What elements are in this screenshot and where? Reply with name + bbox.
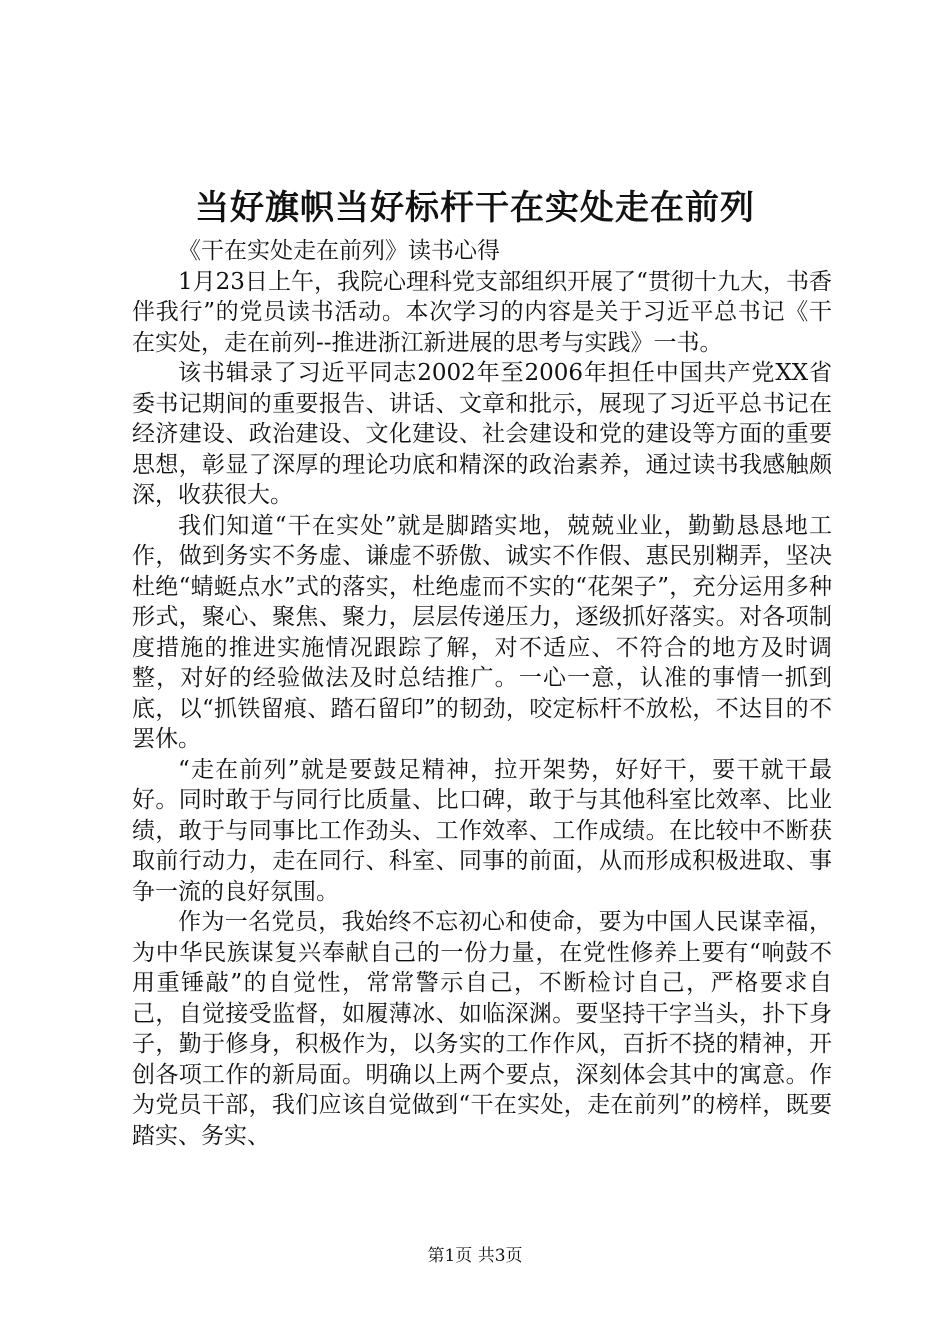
subtitle-paragraph: 《干在实处走在前列》读书心得 bbox=[178, 238, 500, 264]
body-paragraph: 我们知道“干在实处”就是脚踏实地，兢兢业业，勤勤恳恳地工作，做到务实不务虚、谦虚不骄傲、诚实不作假、惠民别糊弄，坚决杜绝“蜻蜓点水”式的落实，杜绝虚而不实的“花架子”，充分运用多种形式，聚心、聚焦、聚力，层层传递压力，逐级抓好落实。对各项制度措施的推进实施情况跟踪了解，对不适应、不符合的地方及时调整，对好的经验做法及时总结推广。一心一意，认准的事情一抓到底，以“抓铁留痕、踏石留印”的韧劲，咬定标杆不放松，不达目的不罢休。 bbox=[132, 512, 832, 752]
document-title: 当好旗帜当好标杆干在实处走在前列 bbox=[195, 188, 755, 228]
page-footer: 第1页 共3页 bbox=[427, 1246, 523, 1266]
document-body bbox=[132, 236, 832, 1151]
body-paragraph: 该书辑录了习近平同志2002年至2006年担任中国共产党XX省委书记期间的重要报告、讲话、文章和批示，展现了习近平总书记在经济建设、政治建设、文化建设、社会建设和党的建设等方面的重要思想，彰显了深厚的理论功底和精深的政治素养，通过读书我感触颇深，收获很大。 bbox=[132, 360, 832, 508]
body-paragraph: “走在前列”就是要鼓足精神，拉开架势，好好干，要干就干最好。同时敢于与同行比质量、比口碑，敢于与其他科室比效率、比业绩，敢于与同事比工作劲头、工作效率、工作成绩。在比较中不断获取前行动力，走在同行、科室、同事的前面，从而形成积极进取、事争一流的良好氛围。 bbox=[132, 756, 832, 905]
body-paragraph: 作为一名党员，我始终不忘初心和使命，要为中国人民谋幸福，为中华民族谋复兴奉献自己的一份力量，在党性修养上要有“响鼓不用重锤敲”的自觉性，常常警示自己，不断检讨自己，严格要求自己，自觉接受监督，如履薄冰、如临深渊。要坚持干字当头，扑下身子，勤于修身，积极作为，以务实的工作作风，百折不挠的精神，开创各项工作的新局面。明确以上两个要点，深刻体会其中的寓意。作为党员干部，我们应该自觉做到“干在实处，走在前列”的榜样，既要踏实、务实、 bbox=[132, 909, 832, 1149]
body-paragraph: 1月23日上午，我院心理科党支部组织开展了“贯彻十九大，书香伴我行”的党员读书活动。本次学习的内容是关于习近平总书记《干在实处，走在前列--推进浙江新进展的思考与实践》一书。 bbox=[132, 268, 832, 356]
